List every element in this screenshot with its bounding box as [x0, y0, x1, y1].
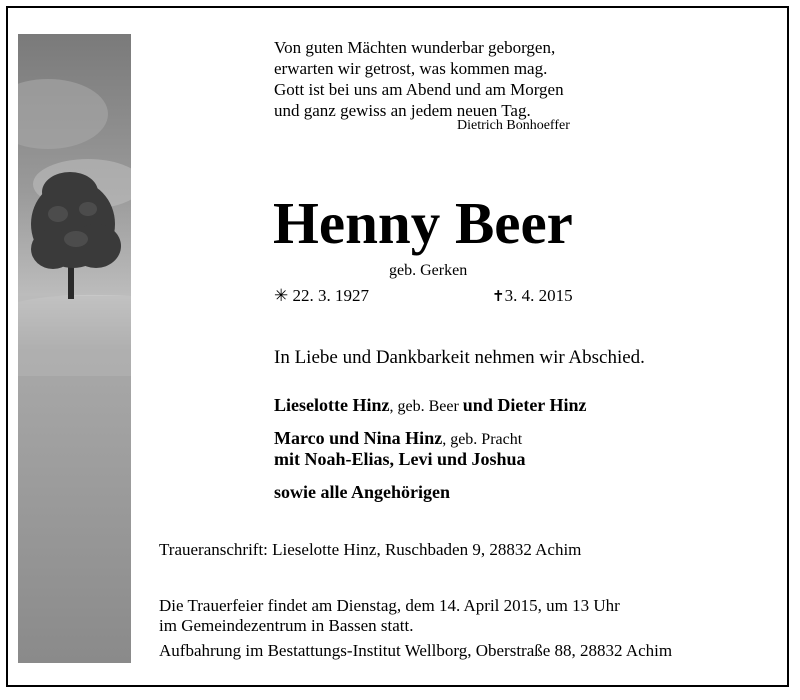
mourner-name: Marco und Nina Hinz [274, 428, 443, 448]
mourning-address: Traueranschrift: Lieselotte Hinz, Ruschbaden 9, 28832 Achim [159, 540, 582, 559]
family-line-3: mit Noah-Elias, Levi und Joshua [274, 449, 526, 469]
poem-author: Dietrich Bonhoeffer [457, 118, 570, 133]
mourner-partner: und Dieter Hinz [462, 395, 587, 415]
poem-line: und ganz gewiss an jedem neuen Tag. [274, 101, 531, 120]
mourner-nee: , geb. Pracht [442, 431, 523, 448]
family-line-1 [274, 396, 586, 415]
mourner-name: Lieselotte Hinz [274, 395, 390, 415]
funeral-service [159, 596, 620, 636]
cross-icon: ✝ [492, 287, 505, 305]
deceased-name: Henny Beer [273, 190, 573, 256]
service-line: im Gemeindezentrum in Bassen statt. [159, 616, 414, 635]
maiden-name: geb. Gerken [389, 262, 468, 279]
family-line-2 [274, 429, 522, 448]
poem [274, 37, 564, 121]
family-line-4: sowie alle Angehörigen [274, 482, 450, 502]
mourner-nee: , geb. Beer [389, 398, 463, 415]
birth-date-value: 22. 3. 1927 [292, 286, 369, 305]
poem-line: Gott ist bei uns am Abend und am Morgen [274, 80, 564, 99]
birth-date [274, 287, 369, 304]
tree-photo [18, 34, 131, 663]
tree-landscape-image [18, 34, 131, 663]
service-line: Die Trauerfeier findet am Dienstag, dem 14. April 2015, um 13 Uhr [159, 596, 620, 615]
farewell-text: In Liebe und Dankbarkeit nehmen wir Abschied. [274, 347, 645, 368]
birth-star-icon: ✳ [274, 286, 289, 305]
poem-line: Von guten Mächten wunderbar geborgen, [274, 38, 556, 57]
death-date [492, 287, 573, 304]
poem-line: erwarten wir getrost, was kommen mag. [274, 59, 548, 78]
viewing-info: Aufbahrung im Bestattungs-Institut Wellborg, Oberstraße 88, 28832 Achim [159, 641, 673, 660]
death-date-value: 3. 4. 2015 [504, 286, 573, 305]
